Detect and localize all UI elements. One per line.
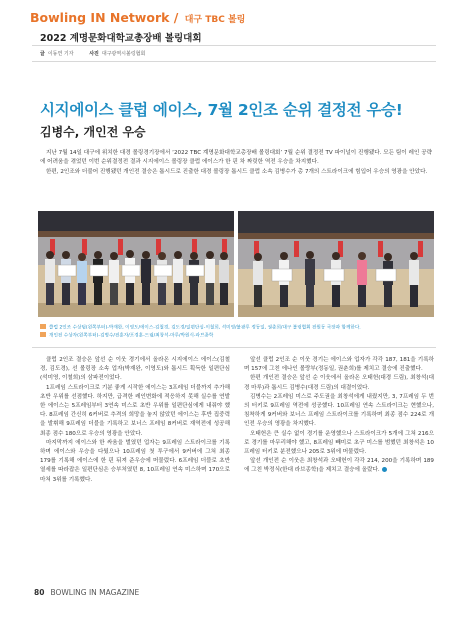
article-lead — [40, 149, 432, 177]
section-label: 대구 TBC 볼링 — [184, 15, 246, 25]
byline-divider — [32, 61, 436, 62]
section-title-text: Bowling IN Network — [30, 10, 170, 25]
top-divider — [32, 45, 436, 46]
lead-paragraph: 한편, 2인조와 더불어 진행됐던 개인전 결승은 톱시드로 진출한 대경 볼링장 톱시드 클럽 소속 김병수가 총 7개의 스트라이크에 힘입어 우승의 영광을 안았다. — [46, 168, 428, 175]
photo-club-doubles-image — [38, 211, 234, 317]
caption-divider — [32, 347, 436, 348]
page-number: 80 — [34, 588, 45, 597]
section-title — [30, 10, 245, 25]
body-paragraph: 김병수는 2프레임 미스로 주도권을 최창석에게 내줬지만, 3, 7프레임 두 번의 터키로 9프레임 역전에 성공했다. 10프레임 연속 스트라이크는 현했으나, 침착하게 9커버와 보너스 프레임 스트라이크를 기록하며 최종 점수 224로 개인전 우승의 영광을 차지했다. — [244, 393, 434, 428]
body-paragraph: 앞선 클럽 2인조 순 이웃 경기는 에이스와 업자가 각각 187, 181을 기록하며 157에 그친 에나인 볼랑부(정동일, 권춘희)를 제치고 결승에 진출했다. — [244, 357, 434, 373]
photo-caption — [40, 324, 432, 340]
photo-label: 사진 — [89, 51, 99, 57]
section-subtitle: 2022 계명문화대학교총장배 볼링대회 — [40, 33, 202, 44]
caption-text: 개인전 수상자(왼쪽부터)-김병수/전훈자/포경훈-드림/최창석-마루/박원식-라브종학 — [49, 333, 214, 339]
page-footer — [34, 588, 139, 597]
section-slash: / — [173, 10, 179, 25]
writer-label: 글 — [40, 51, 45, 57]
caption-text: 클럽 2인조 수상팀(왼쪽부터)-박재완, 이영도/에이스-김철경, 김도경/일편단심-이철희, 석미영/불광루 정동일, 권춘희/대구 볼링협회 전원동 국장과 함께한다. — [49, 325, 361, 331]
magazine-name: BOWLING IN MAGAZINE — [50, 588, 140, 597]
body-column-left — [40, 356, 230, 485]
photo-individual-image — [238, 211, 434, 317]
end-mark-icon — [382, 467, 387, 472]
caption-marker — [40, 332, 46, 337]
body-paragraph: 1프레임 스트라이크로 기분 좋게 시작한 에이스는 3프레임 더블까지 추가해 초반 우위를 선점했다. 하지만, 급격한 레인변화에 적응하지 못해 실수를 연발한 에이스는 5프레임부터 3연속 미스로 초반 우위를 일편단심에게 내줘야 했다. 8프레임 간신히 6커버로 추격의 희망을 놓지 않았던 에이스는 후반 집중력을 발휘해 9프레임 더블을 기록하고 보너스 프레임 8커버로 재역전에 성공해 최종 점수 180으로 우승의 영광을 안았다. — [40, 384, 230, 437]
body-paragraph — [244, 457, 434, 475]
body-paragraph-text: 앞선 개인전 순 이웃은 최창석과 오태헌이 각각 214, 200을 기록하며 189에 그친 박정식(한대 라브종학)을 제치고 결승에 올랐다. — [244, 458, 434, 474]
article-title: 시지에이스 클럽 에이스, 7월 2인조 순위 결정전 우승! — [40, 101, 403, 119]
lead-paragraph: 지난 7월 14일 대구에 위치한 대경 볼링경기장에서 ‘2022 TBC 계명문화대학교총장배 볼링대회’ 7월 순위 결정전 TV 파이널이 진행됐다. 모든 팀이 레인 공략에 어려움을 겪었던 이번 순위결정전 결과 시지에이스 볼링장 클럽 에이스가 한 핀 차 짜릿한 역전 우승을 차지했다. — [40, 150, 432, 166]
body-paragraph: 클럽 2인조 결승은 앞선 순 이웃 경기에서 올라온 시지에이스 에이스(김철경, 김도경), 선 볼링장 소속 업자(박재완, 이영도)와 톱시드 획득한 일편단심(석미영, 이철희)의 삼파전이었다. — [40, 357, 230, 382]
writer-name: 이동연 기자 — [47, 51, 74, 57]
photo-club-doubles — [38, 211, 234, 317]
article-subtitle: 김병수, 개인전 우승 — [40, 125, 146, 139]
caption-line — [40, 324, 432, 332]
body-paragraph: 오태헌은 큰 실수 없이 경기를 운영했으나 스트라이크가 5개에 그쳐 216으로 경기를 마무리해야 했고, 8프레임 빼미로 초구 미스를 범했던 최창석은 10프레임 터키로 분전했으나 205로 3위에 머물렀다. — [244, 430, 434, 456]
body-paragraph: 마지막까지 에이스와 한 싸움을 벌였던 업자는 9프레임 스트라이크를 기록하며 에이스와 우승을 다퉜으나 10프레임 첫 투구에서 9커버에 그쳐 최종 179를 기록해 에이스에 한 핀 뒤져 준우승에 머물렀다. 6프레임 더블로 초반 열세를 따라잡은 일편단심은 승부처였던 8, 10프레임 연속 미스하며 170으로 마쳐 3위를 기록했다. — [40, 439, 230, 483]
body-column-right — [244, 356, 434, 476]
byline — [40, 50, 145, 57]
photo-individual — [238, 211, 434, 317]
body-paragraph: 한편 개인전 결승은 앞선 순 이웃에서 올라온 오태헌(대경 드림), 최창석(대경 마루)과 톱시드 김병수(대경 드림)의 대결이었다. — [244, 375, 434, 391]
caption-marker — [40, 324, 46, 329]
photo-credit: 대구광역시볼링협회 — [101, 51, 146, 57]
caption-line — [40, 332, 432, 340]
